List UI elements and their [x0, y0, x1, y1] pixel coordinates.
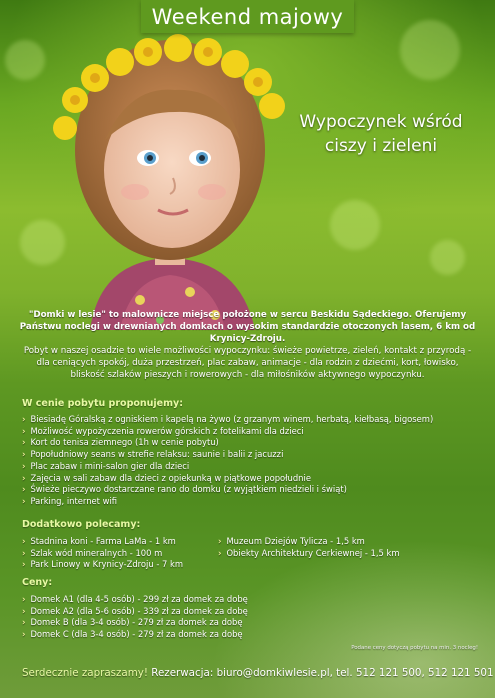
headline [276, 110, 486, 158]
chevron-right-icon: › [22, 547, 26, 558]
list-item: › Stadnina koni - Farma LaMa - 1 km [22, 536, 176, 546]
list-item: › Możliwość wypożyczenia rowerów górskich z fotelikami dla dzieci [22, 425, 304, 436]
chevron-right-icon: › [22, 472, 26, 483]
chevron-right-icon: › [22, 460, 26, 471]
headline-line-1: Wypoczynek wśród [299, 112, 463, 132]
headline-line-2: ciszy i zieleni [324, 136, 438, 156]
chevron-right-icon: › [218, 536, 222, 546]
chevron-right-icon: › [22, 484, 26, 495]
reservation-contact[interactable]: Rezerwacja: biuro@domkiwlesie.pl, tel. 512 121 500, 512 121 501 [151, 667, 494, 679]
page-title: Weekend majowy [151, 4, 344, 29]
chevron-right-icon: › [22, 536, 26, 546]
footer-greeting: Serdecznie zapraszamy! [22, 667, 148, 679]
title-banner [141, 0, 354, 33]
list-item: › Kort do tenisa ziemnego (1h w cenie pobytu) [22, 437, 219, 448]
chevron-right-icon: › [22, 495, 26, 506]
chevron-right-icon: › [22, 437, 26, 448]
list-item: › Parking, internet wifi [22, 495, 118, 506]
list-item: › Zajęcia w sali zabaw dla dzieci z opiekunką w piątkowe popołudnie [22, 472, 311, 483]
list-item: › Obiekty Architektury Cerkiewnej - 1,5 km [218, 547, 400, 558]
included-title: W cenie pobytu proponujemy: [22, 398, 184, 409]
chevron-right-icon: › [22, 629, 26, 640]
bokeh-decoration [430, 240, 465, 275]
girl-photo [40, 30, 300, 330]
list-item: › Szlak wód mineralnych - 100 m [22, 547, 163, 558]
chevron-right-icon: › [22, 449, 26, 460]
recommended-list-right [218, 536, 400, 559]
list-item: › Plac zabaw i mini-salon gier dla dzieci [22, 460, 190, 471]
price-note: Podane ceny dotyczą pobytu na min. 3 nocleg! [351, 645, 478, 651]
list-item: › Biesiadę Góralską z ogniskiem i kapelą na żywo (z grzanym winem, herbatą, kiełbasą, bigosem) [22, 414, 434, 424]
bokeh-decoration [400, 20, 460, 80]
price-item: › Domek A1 (dla 4-5 osób) - 299 zł za domek za dobę [22, 594, 248, 604]
chevron-right-icon: › [22, 425, 26, 436]
bokeh-decoration [330, 200, 380, 250]
price-item: › Domek A2 (dla 5-6 osób) - 339 zł za domek za dobę [22, 605, 248, 616]
chevron-right-icon: › [22, 414, 26, 424]
recommended-list-left [22, 536, 183, 571]
intro-paragraph-1: "Domki w lesie" to malownicze miejsce położone w sercu Beskidu Sądeckiego. Oferujemy Państwu noclegi w drewnianych domkach o wysokim standardzie otoczonych lasem, 6 km od Krynicy-Zdroju. [19, 310, 476, 344]
prices-list [22, 594, 248, 641]
price-item: › Domek C (dla 3-4 osób) - 279 zł za domek za dobę [22, 629, 243, 640]
chevron-right-icon: › [22, 617, 26, 628]
list-item: › Popołudniowy seans w strefie relaksu: saunie i balii z jacuzzi [22, 449, 284, 460]
recommended-title: Dodatkowo polecamy: [22, 519, 141, 530]
bokeh-decoration [5, 40, 45, 80]
chevron-right-icon: › [218, 547, 222, 558]
chevron-right-icon: › [22, 594, 26, 604]
list-item: › Muzeum Dziejów Tylicza - 1,5 km [218, 536, 365, 546]
list-item: › Świeże pieczywo dostarczane rano do domku (z wyjątkiem niedzieli i świąt) [22, 484, 347, 495]
chevron-right-icon: › [22, 605, 26, 616]
prices-title: Ceny: [22, 577, 53, 588]
intro-paragraph-2: Pobyt w naszej osadzie to wiele możliwości wypoczynku: świeże powietrze, zieleń, kontakt z przyrodą - dla ceniących spokój, duża przestrzeń, plac zabaw, animacje - dla rodzin z dziećmi, kort, łowisko, bliskość szlaków pieszych i rowerowych - dla miłośników aktywnego wypoczynku. [23, 346, 472, 380]
price-item: › Domek B (dla 3-4 osób) - 279 zł za domek za dobę [22, 617, 243, 628]
footer [22, 667, 494, 679]
included-list [22, 414, 433, 508]
list-item: › Park Linowy w Krynicy-Zdroju - 7 km [22, 559, 183, 570]
chevron-right-icon: › [22, 559, 26, 570]
